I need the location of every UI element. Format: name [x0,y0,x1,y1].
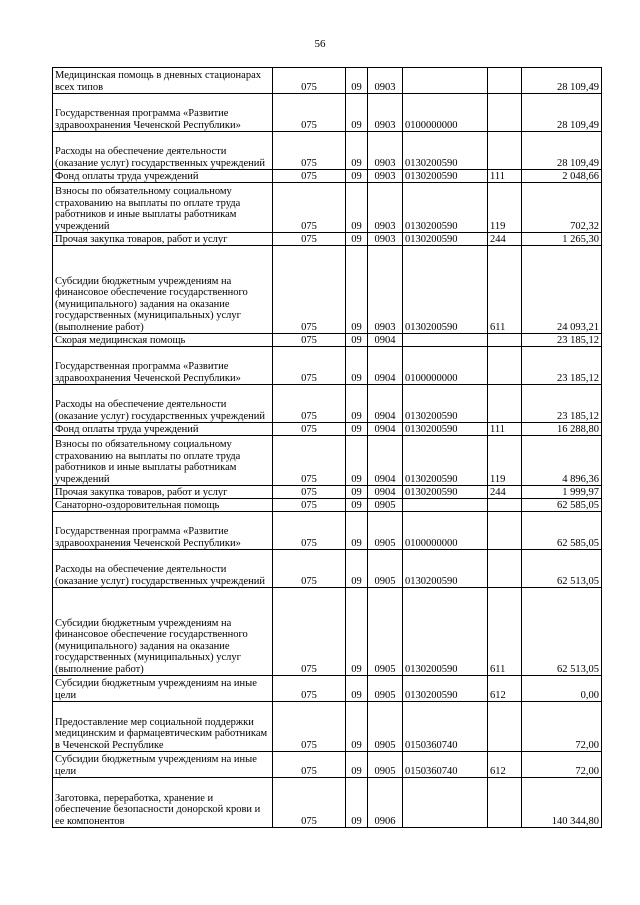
amount-cell: 1 999,97 [522,486,602,499]
amount-cell: 24 093,21 [522,246,602,334]
section-code-cell: 09 [346,246,368,334]
expense-type-cell [488,702,522,752]
ministry-code-cell: 075 [273,778,346,828]
amount-cell: 72,00 [522,702,602,752]
subsection-code-cell: 0906 [368,778,403,828]
target-article-cell: 0150360740 [403,702,488,752]
ministry-code-cell: 075 [273,752,346,778]
ministry-code-cell: 075 [273,170,346,183]
amount-cell: 28 109,49 [522,68,602,94]
table-row [53,752,602,778]
section-code-cell: 09 [346,68,368,94]
item-name-cell: Прочая закупка товаров, работ и услуг [53,486,273,499]
target-article-cell: 0130200590 [403,486,488,499]
subsection-code-cell: 0903 [368,233,403,246]
expense-type-cell: 244 [488,486,522,499]
target-article-cell [403,778,488,828]
ministry-code-cell: 075 [273,246,346,334]
subsection-code-cell: 0903 [368,246,403,334]
amount-cell: 62 585,05 [522,512,602,550]
table-row [53,512,602,550]
expense-type-cell [488,550,522,588]
ministry-code-cell: 075 [273,423,346,436]
target-article-cell: 0150360740 [403,752,488,778]
item-name-cell: Медицинская помощь в дневных стационарах всех типов [53,68,273,94]
item-name-cell: Государственная программа «Развитие здравоохранения Чеченской Республики» [53,94,273,132]
ministry-code-cell: 075 [273,385,346,423]
section-code-cell: 09 [346,423,368,436]
amount-cell: 23 185,12 [522,347,602,385]
subsection-code-cell: 0905 [368,676,403,702]
expense-type-cell [488,385,522,423]
ministry-code-cell: 075 [273,512,346,550]
target-article-cell: 0130200590 [403,588,488,676]
amount-cell: 28 109,49 [522,94,602,132]
item-name-cell: Взносы по обязательному социальному страхованию на выплаты по оплате труда работников и иные выплаты работникам учреждений [53,436,273,486]
expense-type-cell [488,512,522,550]
section-code-cell: 09 [346,778,368,828]
target-article-cell [403,499,488,512]
item-name-cell: Государственная программа «Развитие здравоохранения Чеченской Республики» [53,512,273,550]
subsection-code-cell: 0904 [368,436,403,486]
target-article-cell: 0130200590 [403,676,488,702]
table-row [53,499,602,512]
amount-cell: 62 513,05 [522,588,602,676]
page-number: 56 [314,38,326,50]
item-name-cell: Расходы на обеспечение деятельности (оказание услуг) государственных учреждений [53,385,273,423]
amount-cell: 16 288,80 [522,423,602,436]
ministry-code-cell: 075 [273,550,346,588]
item-name-cell: Расходы на обеспечение деятельности (оказание услуг) государственных учреждений [53,550,273,588]
section-code-cell: 09 [346,334,368,347]
section-code-cell: 09 [346,132,368,170]
section-code-cell: 09 [346,752,368,778]
expense-type-cell: 111 [488,170,522,183]
table-row [53,170,602,183]
expense-type-cell [488,778,522,828]
subsection-code-cell: 0905 [368,512,403,550]
ministry-code-cell: 075 [273,347,346,385]
target-article-cell: 0100000000 [403,347,488,385]
item-name-cell: Субсидии бюджетным учреждениям на иные цели [53,752,273,778]
amount-cell: 62 585,05 [522,499,602,512]
item-name-cell: Взносы по обязательному социальному страхованию на выплаты по оплате труда работников и иные выплаты работникам учреждений [53,183,273,233]
ministry-code-cell: 075 [273,486,346,499]
amount-cell: 72,00 [522,752,602,778]
item-name-cell: Субсидии бюджетным учреждениям на иные цели [53,676,273,702]
ministry-code-cell: 075 [273,588,346,676]
item-name-cell: Субсидии бюджетным учреждениям на финансовое обеспечение государственного (муниципального) задания на оказание государственных (муниципальных) услуг (выполнение работ) [53,246,273,334]
item-name-cell: Скорая медицинская помощь [53,334,273,347]
item-name-cell: Санаторно-оздоровительная помощь [53,499,273,512]
target-article-cell: 0130200590 [403,423,488,436]
table-row [53,423,602,436]
table-row [53,246,602,334]
subsection-code-cell: 0904 [368,347,403,385]
amount-cell: 62 513,05 [522,550,602,588]
section-code-cell: 09 [346,347,368,385]
expense-type-cell [488,132,522,170]
table-row [53,550,602,588]
subsection-code-cell: 0903 [368,170,403,183]
section-code-cell: 09 [346,588,368,676]
target-article-cell [403,334,488,347]
expense-type-cell [488,94,522,132]
ministry-code-cell: 075 [273,183,346,233]
target-article-cell: 0130200590 [403,246,488,334]
item-name-cell: Прочая закупка товаров, работ и услуг [53,233,273,246]
amount-cell: 1 265,30 [522,233,602,246]
table-row [53,486,602,499]
table-row [53,702,602,752]
expense-type-cell: 119 [488,436,522,486]
section-code-cell: 09 [346,233,368,246]
section-code-cell: 09 [346,94,368,132]
expense-type-cell: 612 [488,752,522,778]
item-name-cell: Фонд оплаты труда учреждений [53,423,273,436]
table-row [53,347,602,385]
subsection-code-cell: 0905 [368,550,403,588]
amount-cell: 0,00 [522,676,602,702]
subsection-code-cell: 0904 [368,486,403,499]
section-code-cell: 09 [346,499,368,512]
item-name-cell: Заготовка, переработка, хранение и обеспечение безопасности донорской крови и ее компонентов [53,778,273,828]
target-article-cell: 0130200590 [403,170,488,183]
subsection-code-cell: 0904 [368,385,403,423]
subsection-code-cell: 0905 [368,499,403,512]
section-code-cell: 09 [346,676,368,702]
section-code-cell: 09 [346,512,368,550]
amount-cell: 28 109,49 [522,132,602,170]
table-row [53,94,602,132]
expense-type-cell: 611 [488,588,522,676]
expense-type-cell: 612 [488,676,522,702]
ministry-code-cell: 075 [273,334,346,347]
amount-cell: 140 344,80 [522,778,602,828]
subsection-code-cell: 0903 [368,183,403,233]
item-name-cell: Предоставление мер социальной поддержки медицинским и фармацевтическим работникам в Чеченской Республике [53,702,273,752]
expense-type-cell: 244 [488,233,522,246]
section-code-cell: 09 [346,170,368,183]
target-article-cell: 0130200590 [403,183,488,233]
section-code-cell: 09 [346,702,368,752]
expense-type-cell [488,499,522,512]
table-row [53,132,602,170]
ministry-code-cell: 075 [273,436,346,486]
ministry-code-cell: 075 [273,702,346,752]
budget-table-body [53,68,602,828]
amount-cell: 23 185,12 [522,385,602,423]
table-row [53,334,602,347]
table-row [53,68,602,94]
table-row [53,385,602,423]
subsection-code-cell: 0905 [368,702,403,752]
table-row [53,233,602,246]
subsection-code-cell: 0905 [368,752,403,778]
amount-cell: 4 896,36 [522,436,602,486]
target-article-cell: 0130200590 [403,436,488,486]
amount-cell: 23 185,12 [522,334,602,347]
subsection-code-cell: 0903 [368,94,403,132]
amount-cell: 702,32 [522,183,602,233]
table-row [53,778,602,828]
target-article-cell: 0130200590 [403,233,488,246]
item-name-cell: Государственная программа «Развитие здравоохранения Чеченской Республики» [53,347,273,385]
target-article-cell [403,68,488,94]
item-name-cell: Фонд оплаты труда учреждений [53,170,273,183]
subsection-code-cell: 0904 [368,423,403,436]
expense-type-cell: 119 [488,183,522,233]
target-article-cell: 0130200590 [403,385,488,423]
expense-type-cell [488,347,522,385]
section-code-cell: 09 [346,183,368,233]
section-code-cell: 09 [346,436,368,486]
subsection-code-cell: 0903 [368,132,403,170]
section-code-cell: 09 [346,385,368,423]
table-row [53,588,602,676]
table-row [53,436,602,486]
subsection-code-cell: 0904 [368,334,403,347]
target-article-cell: 0130200590 [403,550,488,588]
table-row [53,183,602,233]
ministry-code-cell: 075 [273,233,346,246]
ministry-code-cell: 075 [273,676,346,702]
ministry-code-cell: 075 [273,94,346,132]
expense-type-cell: 611 [488,246,522,334]
target-article-cell: 0100000000 [403,94,488,132]
section-code-cell: 09 [346,486,368,499]
target-article-cell: 0100000000 [403,512,488,550]
subsection-code-cell: 0903 [368,68,403,94]
budget-table [52,67,602,828]
subsection-code-cell: 0905 [368,588,403,676]
ministry-code-cell: 075 [273,132,346,170]
ministry-code-cell: 075 [273,499,346,512]
expense-type-cell: 111 [488,423,522,436]
item-name-cell: Расходы на обеспечение деятельности (оказание услуг) государственных учреждений [53,132,273,170]
ministry-code-cell: 075 [273,68,346,94]
section-code-cell: 09 [346,550,368,588]
expense-type-cell [488,334,522,347]
target-article-cell: 0130200590 [403,132,488,170]
item-name-cell: Субсидии бюджетным учреждениям на финансовое обеспечение государственного (муниципального) задания на оказание государственных (муниципальных) услуг (выполнение работ) [53,588,273,676]
expense-type-cell [488,68,522,94]
amount-cell: 2 048,66 [522,170,602,183]
table-row [53,676,602,702]
